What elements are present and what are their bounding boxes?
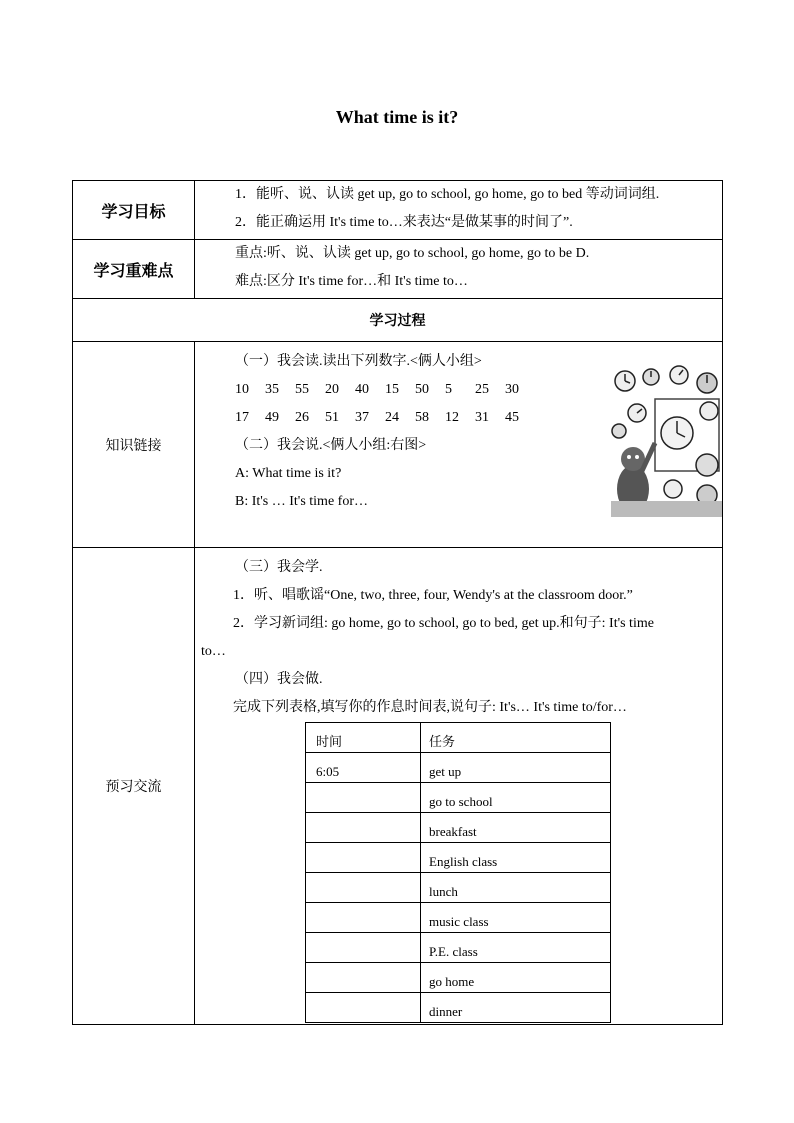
schedule-task-cell: breakfast xyxy=(421,813,611,843)
schedule-task-cell: lunch xyxy=(421,873,611,903)
number-item: 12 xyxy=(445,410,459,425)
schedule-time-cell[interactable] xyxy=(306,843,421,873)
schedule-row xyxy=(306,753,611,783)
schedule-time-cell[interactable]: 6:05 xyxy=(306,753,421,783)
schedule-time-cell[interactable] xyxy=(306,993,421,1023)
preview-label: 预习交流 xyxy=(73,548,195,1025)
schedule-task-cell: go home xyxy=(421,963,611,993)
schedule-row xyxy=(306,933,611,963)
number-item: 45 xyxy=(505,410,519,425)
number-item: 24 xyxy=(385,410,399,425)
schedule-row xyxy=(306,843,611,873)
schedule-row xyxy=(306,783,611,813)
preview-part3: （三）我会学. xyxy=(235,560,323,575)
number-item: 30 xyxy=(505,382,519,397)
schedule-table xyxy=(305,722,611,1023)
schedule-row xyxy=(306,813,611,843)
number-item: 25 xyxy=(475,382,489,397)
schedule-time-cell[interactable] xyxy=(306,873,421,903)
key-point-line-1: 重点:听、说、认读 get up, go to school, go home, go to be D. xyxy=(235,246,590,261)
number-item: 58 xyxy=(415,410,429,425)
schedule-row xyxy=(306,963,611,993)
number-item: 55 xyxy=(295,382,309,397)
schedule-time-cell[interactable] xyxy=(306,813,421,843)
number-item: 40 xyxy=(355,382,369,397)
schedule-task-cell: go to school xyxy=(421,783,611,813)
lesson-table xyxy=(72,180,723,1025)
schedule-task-cell: P.E. class xyxy=(421,933,611,963)
objectives-label: 学习目标 xyxy=(73,181,195,240)
schedule-row xyxy=(306,903,611,933)
number-item: 51 xyxy=(325,410,339,425)
dialog-b: B: It's … It's time for… xyxy=(235,494,368,509)
number-item: 26 xyxy=(295,410,309,425)
number-item: 49 xyxy=(265,410,279,425)
preview-item2a: 2．学习新词组: go home, go to school, go to bed, get up.和句子: It's time xyxy=(233,616,654,631)
number-item: 10 xyxy=(235,382,249,397)
preview-part4: （四）我会做. xyxy=(235,672,323,687)
knowledge-label: 知识链接 xyxy=(73,342,195,548)
number-item: 17 xyxy=(235,410,249,425)
process-heading: 学习过程 xyxy=(73,299,723,342)
preview-instruction: 完成下列表格,填写你的作息时间表,说句子: It's… It's time to/for… xyxy=(233,700,627,715)
key-points-label: 学习重难点 xyxy=(73,240,195,299)
dialog-a: A: What time is it? xyxy=(235,466,342,481)
schedule-header-time: 时间 xyxy=(306,723,421,753)
schedule-time-cell[interactable] xyxy=(306,933,421,963)
preview-item1: 1．听、唱歌谣“One, two, three, four, Wendy's at the classroom door.” xyxy=(233,588,633,603)
number-item: 5 xyxy=(445,382,452,397)
schedule-row xyxy=(306,993,611,1023)
number-item: 31 xyxy=(475,410,489,425)
number-item: 35 xyxy=(265,382,279,397)
schedule-time-cell[interactable] xyxy=(306,963,421,993)
schedule-time-cell[interactable] xyxy=(306,783,421,813)
schedule-task-cell: dinner xyxy=(421,993,611,1023)
number-item: 15 xyxy=(385,382,399,397)
clocks-illustration xyxy=(611,361,722,517)
schedule-task-cell: music class xyxy=(421,903,611,933)
schedule-task-cell: English class xyxy=(421,843,611,873)
objective-line-2: 2．能正确运用 It's time to…来表达“是做某事的时间了”. xyxy=(235,215,573,230)
knowledge-part1: （一）我会读.读出下列数字.<俩人小组> xyxy=(235,354,482,369)
number-item: 50 xyxy=(415,382,429,397)
schedule-row xyxy=(306,873,611,903)
schedule-task-cell: get up xyxy=(421,753,611,783)
number-item: 20 xyxy=(325,382,339,397)
key-points-content xyxy=(195,240,723,299)
objectives-content xyxy=(195,181,723,240)
key-point-line-2: 难点:区分 It's time for…和 It's time to… xyxy=(235,274,468,289)
page-title: What time is it? xyxy=(335,107,459,127)
preview-item2b: to… xyxy=(201,644,226,659)
number-item: 37 xyxy=(355,410,369,425)
knowledge-part2: （二）我会说.<俩人小组:右图> xyxy=(235,438,427,453)
schedule-time-cell[interactable] xyxy=(306,903,421,933)
schedule-header-task: 任务 xyxy=(421,723,611,753)
objective-line-1: 1．能听、说、认读 get up, go to school, go home, go to bed 等动词词组. xyxy=(235,187,660,202)
preview-content xyxy=(195,548,723,1025)
